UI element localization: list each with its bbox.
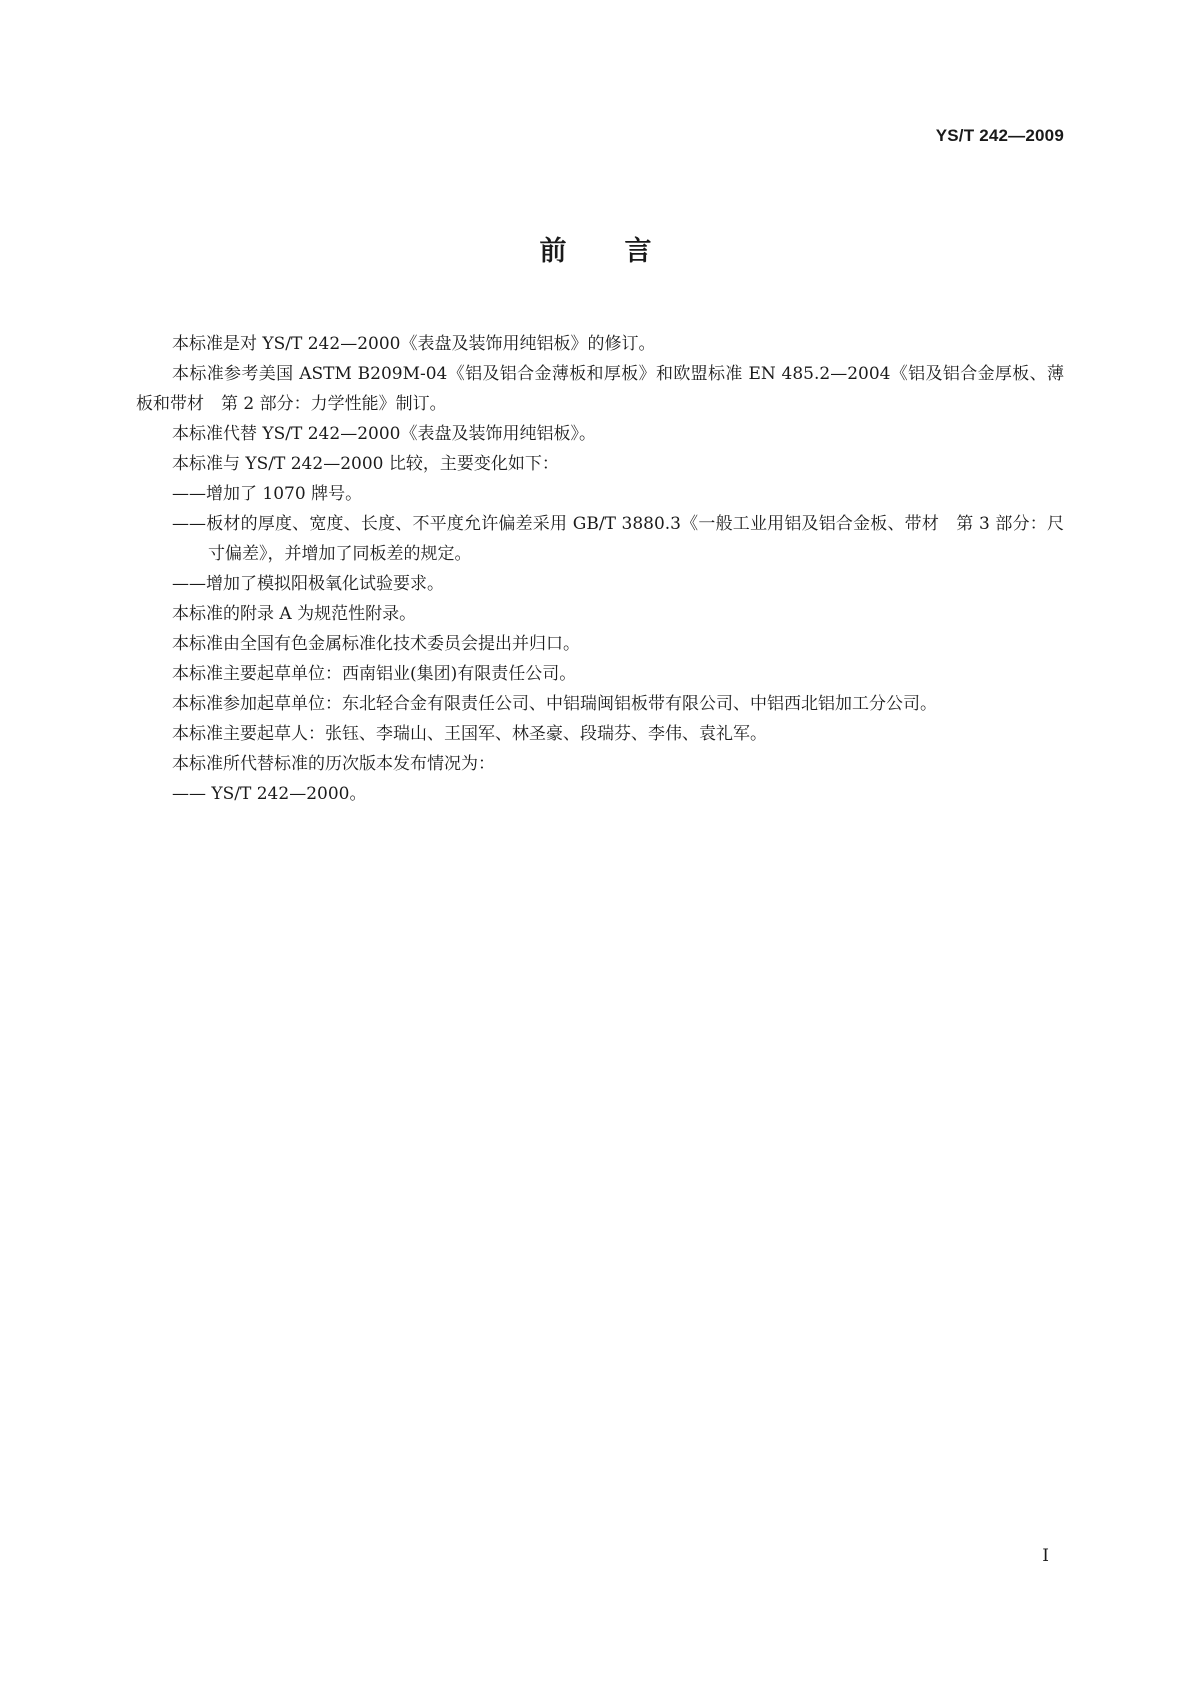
- paragraph-replaces: 本标准代替 YS/T 242—2000《表盘及装饰用纯铝板》。: [172, 424, 596, 444]
- paragraph-appendix: 本标准的附录 A 为规范性附录。: [172, 604, 417, 624]
- standard-code: YS/T 242—2009: [935, 126, 1064, 145]
- change-item-anodizing: ——增加了模拟阳极氧化试验要求。: [172, 574, 444, 594]
- paragraph-participating-units: 本标准参加起草单位：东北轻合金有限责任公司、中铝瑞闽铝板带有限公司、中铝西北铝加工分公司。: [172, 694, 937, 714]
- page-title: 前言: [539, 236, 710, 267]
- paragraph-references: 本标准参考美国 ASTM B209M-04《铝及铝合金薄板和厚板》和欧盟标准 EN 485.2—2004《铝及铝合金厚板、薄板和带材 第 2 部分：力学性能》制订。: [136, 364, 1064, 414]
- document-body: [136, 329, 1064, 809]
- paragraph-main-drafter-unit: 本标准主要起草单位：西南铝业(集团)有限责任公司。: [172, 664, 577, 684]
- paragraph-changes-intro: 本标准与 YS/T 242—2000 比较，主要变化如下：: [172, 454, 559, 474]
- paragraph-revision: 本标准是对 YS/T 242—2000《表盘及装饰用纯铝板》的修订。: [172, 334, 656, 354]
- paragraph-proposer: 本标准由全国有色金属标准化技术委员会提出并归口。: [172, 634, 580, 654]
- paragraph-main-drafters: 本标准主要起草人：张钰、李瑞山、王国军、林圣豪、段瑞芬、李伟、袁礼军。: [172, 724, 767, 744]
- page-number: I: [1042, 1546, 1049, 1566]
- change-item-1070: ——增加了 1070 牌号。: [172, 484, 363, 504]
- history-item: —— YS/T 242—2000。: [172, 784, 367, 804]
- paragraph-history-intro: 本标准所代替标准的历次版本发布情况为：: [172, 754, 495, 774]
- change-item-tolerance: ——板材的厚度、宽度、长度、不平度允许偏差采用 GB/T 3880.3《一般工业用铝及铝合金板、带材 第 3 部分：尺寸偏差》，并增加了同板差的规定。: [172, 514, 1064, 564]
